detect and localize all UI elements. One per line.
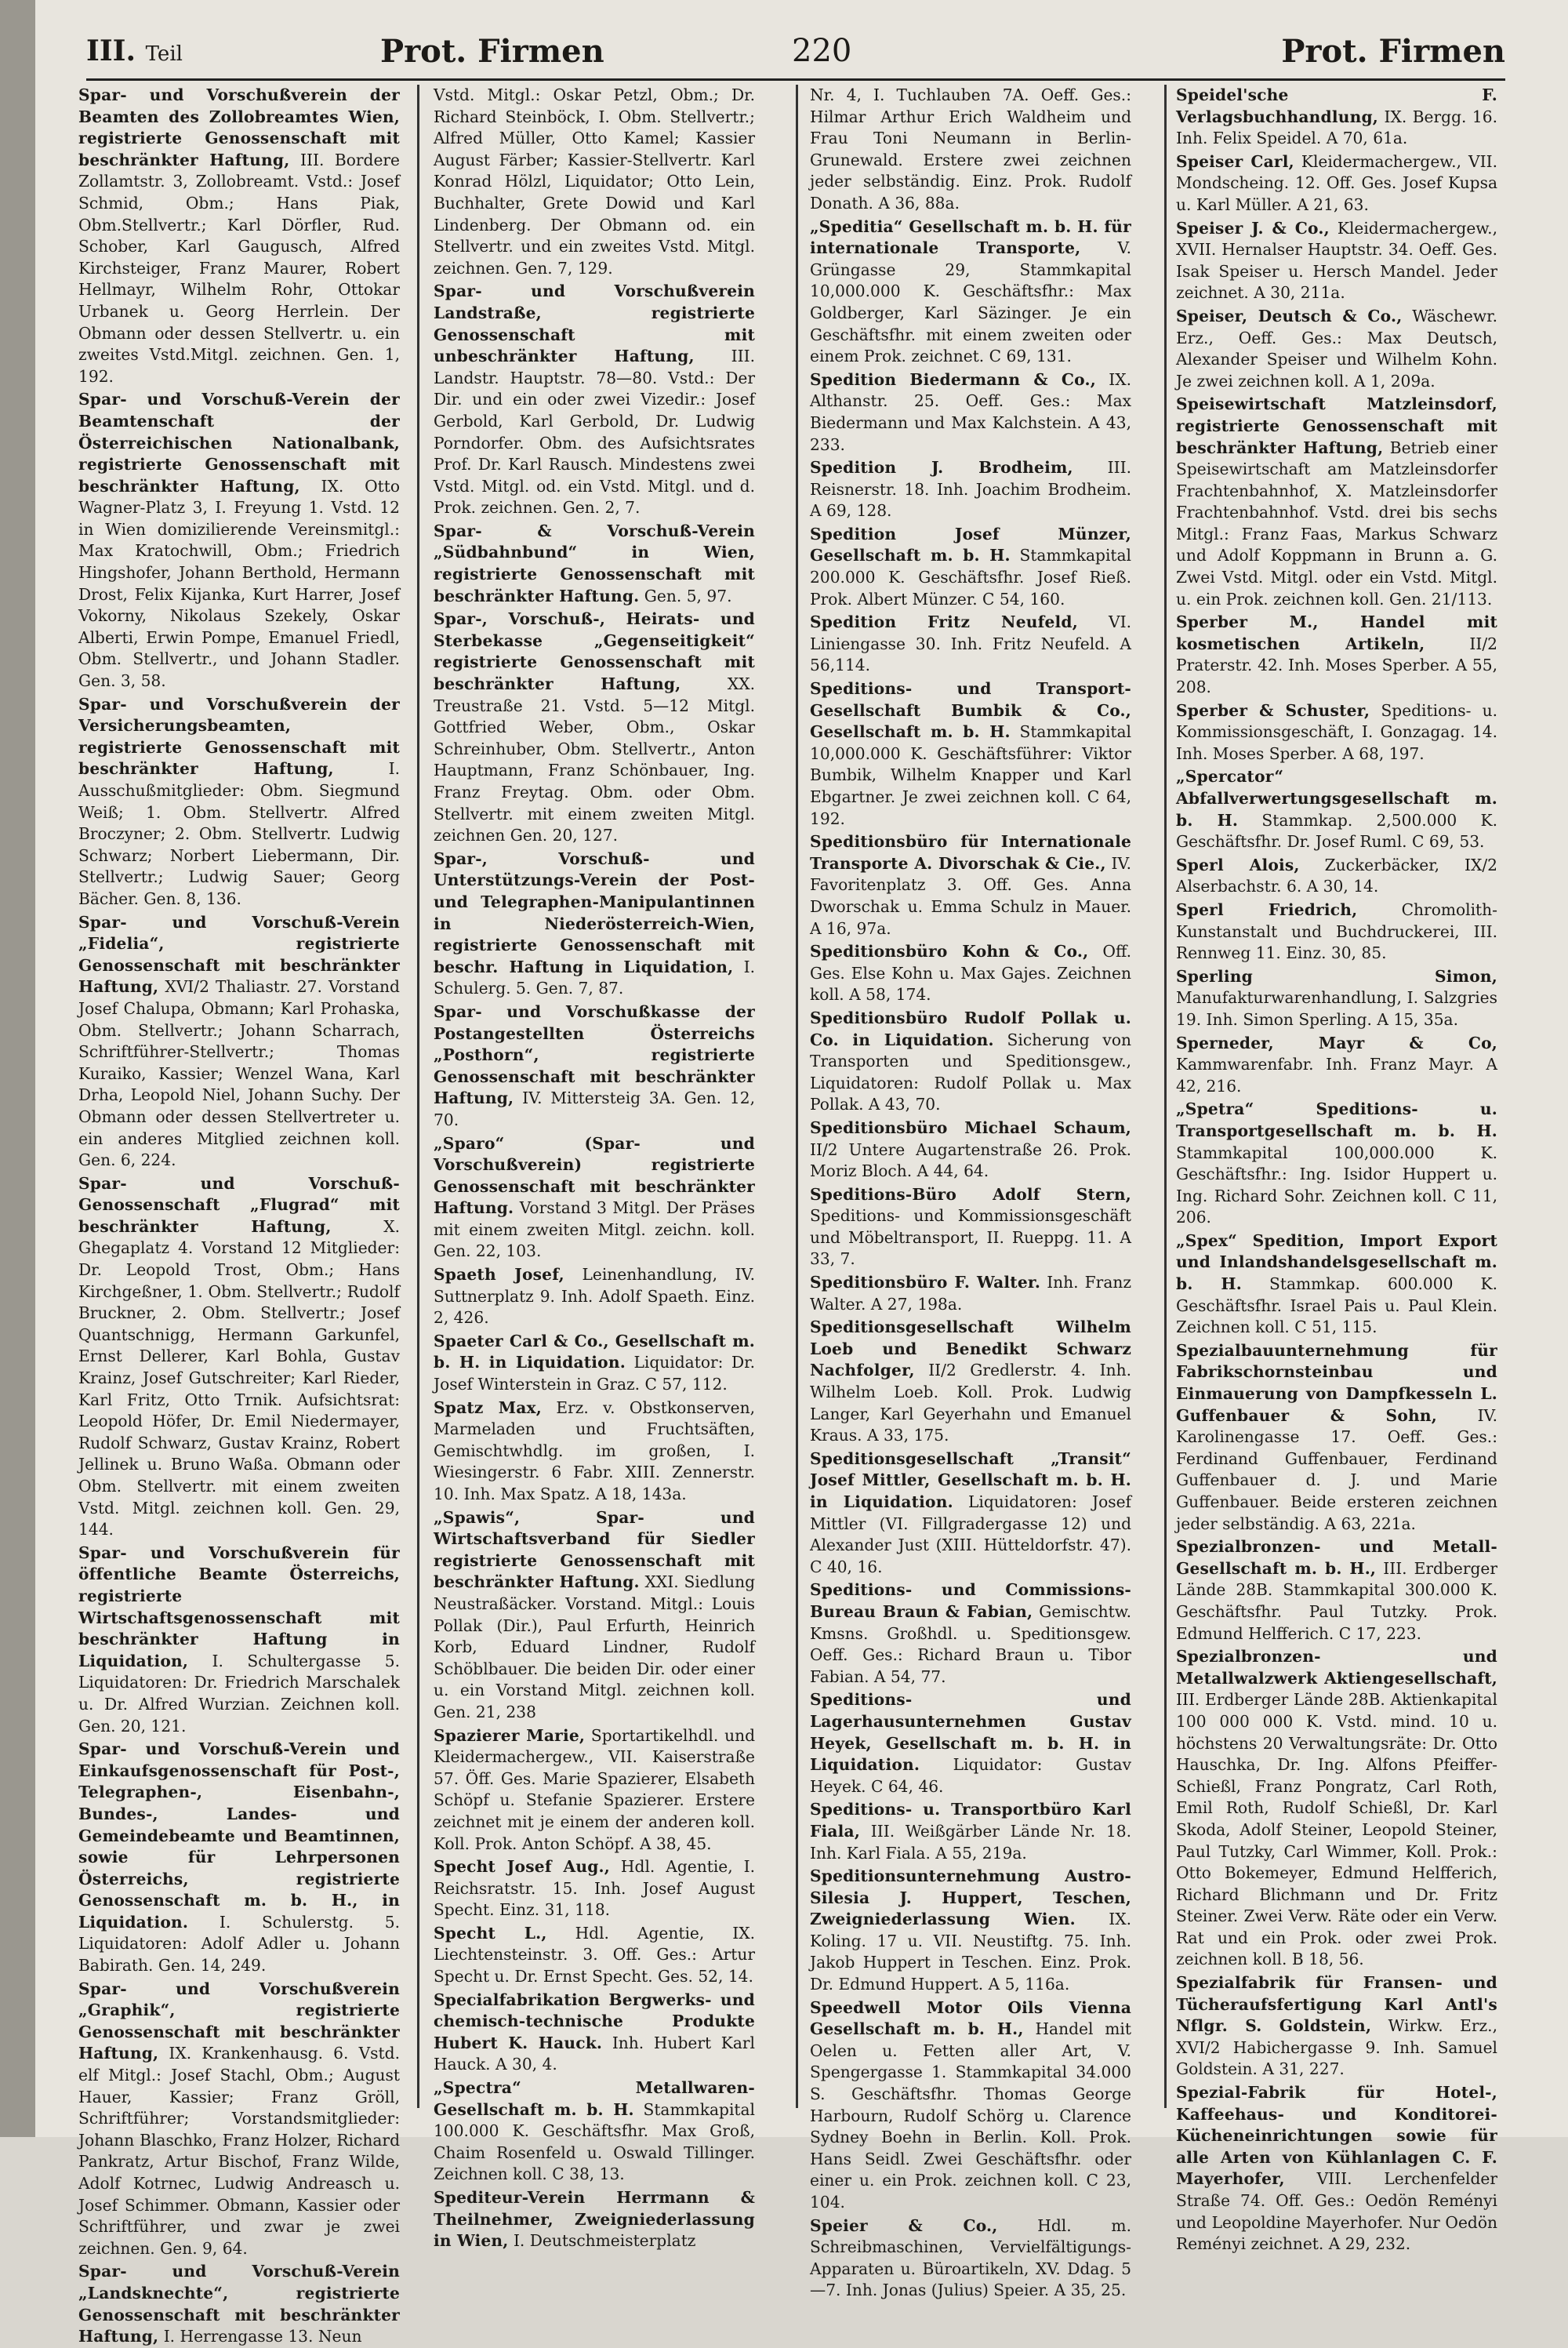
firm-name: Spedition Biedermann & Co.,: [810, 369, 1096, 389]
directory-entry: [810, 1579, 1131, 1688]
directory-entry: [810, 1317, 1131, 1447]
firm-name: Sperber & Schuster,: [1176, 700, 1370, 720]
firm-name: Spedition J. Brodheim,: [810, 458, 1073, 478]
directory-entry: [434, 1990, 755, 2076]
firm-name: Speditions- u. Transportbüro Karl Fiala,: [810, 1800, 1131, 1841]
firm-name: Spar-, Vorschuß-, Heirats- und Sterbekasse „Gegenseitigkeit“ registrierte Genossenschaft mit beschränkter Haftung,: [434, 609, 755, 694]
firm-name: Speier & Co.,: [810, 2215, 998, 2235]
firm-name: Speiser Carl,: [1176, 151, 1294, 171]
firm-name: Specht L.,: [434, 1923, 547, 1943]
firm-name: Spazierer Marie,: [434, 1725, 586, 1745]
firm-details: Speditions- u. Kommissionsgeschäft, I. Gonzagag. 14. Inh. Moses Sperber. A 68, 197.: [1176, 700, 1497, 763]
directory-entry: [1176, 700, 1497, 765]
firm-details: Erz. v. Obstkonserven, Marmeladen und Fruchtsäften, Gemischtwhdlg. im großen, I. Wiesingerstr. 6 Fabr. XIII. Zennerstr. 10. Inh. Max Spatz. A 18, 143a.: [434, 1398, 755, 1503]
firm-name: Sperling Simon,: [1176, 966, 1497, 986]
directory-entry: [810, 524, 1131, 610]
column-1: [78, 85, 401, 2346]
firm-details: Wirkw. Erz., XVI/2 Habichergasse 9. Inh. Samuel Goldstein. A 31, 227.: [1176, 2016, 1497, 2079]
firm-details: IV. Karolinengasse 17. Oeff. Ges.: Ferdinand Guffenbauer, Ferdinand Guffenbauer d. J. und Marie Guffenbauer. Beide ersteren zeichnen jeder selbständig. A 63, 221a.: [1176, 1405, 1498, 1533]
firm-details: Vorstand 3 Mitgl. Der Präses mit einem zweiten Mitgl. zeichn. koll. Gen. 22, 103.: [434, 1198, 755, 1261]
firm-name: Sperneder, Mayr & Co,: [1176, 1033, 1497, 1052]
firm-name: Speditionsgesellschaft Wilhelm Loeb und Benedikt Schwarz Nachfolger,: [810, 1318, 1131, 1380]
firm-name: Specht Josef Aug.,: [434, 1857, 610, 1877]
firm-name: Speditionsgesellschaft „Transit“ Josef Mittler, Gesellschaft m. b. H. in Liquidation.: [810, 1448, 1131, 1511]
firm-name: Spezialbronzen- und Metall-Gesellschaft m. b. H.,: [1176, 1537, 1497, 1578]
directory-entry: [434, 1331, 755, 1396]
firm-name: Speditions- und Transport-Gesellschaft Bumbik & Co., Gesellschaft m. b. H.: [810, 679, 1131, 742]
firm-details: III. Reisnerstr. 18. Inh. Joachim Brodheim. A 69, 128.: [810, 458, 1131, 521]
firm-details: Gemischtw. Kmsns. Großhdl. u. Speditionsgew. Oeff. Ges.: Richard Braun u. Tibor Fabian. A 54, 77.: [810, 1601, 1132, 1686]
firm-name: „Spex“ Spedition, Import Export und Inlandshandelsgesellschaft m. b. H.: [1176, 1230, 1497, 1294]
directory-entry: [1176, 900, 1497, 965]
directory-entry: [810, 1008, 1131, 1116]
column-2: [434, 85, 756, 2251]
directory-entry: [78, 389, 400, 692]
firm-name: Spar- und Vorschußverein der Beamten des Zollobreamtes Wien, registrierte Genossenschaft mit beschränkter Haftung,: [78, 85, 400, 169]
directory-entry: [810, 1997, 1131, 2214]
column-divider: [417, 85, 419, 2108]
firm-details: Kleidermachergew., XVII. Hernalser Hauptstr. 34. Oeff. Ges. Isak Speiser u. Hersch Mandel. Jeder zeichnet. A 30, 211a.: [1176, 218, 1497, 303]
firm-name: Speedwell Motor Oils Vienna Gesellschaft m. b. H.,: [810, 1997, 1131, 2039]
directory-entry: [78, 912, 400, 1172]
firm-name: Spar- und Vorschuß-Genossenschaft „Flugrad“ mit beschränkter Haftung,: [78, 1173, 400, 1236]
directory-entry: [810, 1118, 1131, 1183]
directory-entry: [1176, 1099, 1497, 1229]
firm-name: „Spercator“ Abfallverwertungsgesellschaft m. b. H.: [1176, 767, 1497, 830]
firm-details: Stammkapital 100,000.000 K. Geschäftsfhr.: Ing. Isidor Huppert u. Ing. Richard Sohr. Zeichnen koll. C 11, 206.: [1176, 1143, 1497, 1227]
firm-details: I. Ausschußmitglieder: Obm. Siegmund Weiß; 1. Obm. Stellvertr. Alfred Broczyner; 2. Obm. Stellvertr. Ludwig Schwarz; Norbert Liebermann, Dir. Stellvertr.; Ludwig Sauer; Georg Bächer. Gen. 8, 136.: [78, 759, 401, 908]
firm-name: Speditionsunternehmung Austro-Silesia J. Huppert, Teschen, Zweigniederlassung Wien.: [810, 1866, 1131, 1929]
firm-details: Handel mit Oelen u. Fetten aller Art, V. Spengergasse 1. Stammkapital 34.000 S. Geschäftsfhr. Thomas George Harbourn, Rudolf Schörg u. Clarence Sydney Boehn in Berlin. Koll. Prok. Hans Seidl. Zwei Geschäftsfhr. oder einer u. ein Prok. zeichnen koll. C 23, 104.: [810, 2019, 1131, 2212]
firm-name: „Sparo“ (Spar- und Vorschußverein) registrierte Genossenschaft mit beschränkter Haftung.: [434, 1133, 755, 1218]
page-edge-shadow: [0, 0, 35, 2137]
page-number: 220: [792, 33, 852, 69]
firm-details: Gen. 5, 97.: [644, 586, 732, 605]
directory-entry: [810, 831, 1131, 940]
column-3: [810, 85, 1132, 2300]
firm-name: „Spectra“ Metallwaren-Gesellschaft m. b. H.: [434, 2078, 755, 2119]
directory-entry: [1176, 306, 1497, 392]
firm-details: Hdl. Agentie, I. Reichsratstr. 15. Inh. Josef August Specht. Einz. 31, 118.: [434, 1857, 755, 1920]
firm-details: III. Weißgärber Lände Nr. 18. Inh. Karl Fiala. A 55, 219a.: [810, 1821, 1132, 1863]
firm-name: Spedition Fritz Neufeld,: [810, 612, 1078, 632]
firm-details: Stammkapital 100.000 K. Geschäftsfhr. Max Groß, Chaim Rosenfeld u. Oswald Tillinger. Zeichnen koll. C 38, 13.: [434, 2099, 755, 2184]
directory-entry: [78, 1173, 400, 1541]
column-4: [1176, 85, 1498, 2254]
directory-entry: [78, 2261, 400, 2347]
firm-name: Speiser J. & Co.,: [1176, 218, 1330, 238]
directory-entry: [434, 609, 755, 847]
directory-entry: [434, 1725, 755, 1856]
directory-entry: [434, 2077, 755, 2186]
firm-details: Liquidator: Gustav Heyek. C 64, 46.: [810, 1755, 1131, 1796]
directory-entry: [810, 1272, 1131, 1315]
firm-details: Stammkap. 600.000 K. Geschäftsfhr. Israel Pais u. Paul Klein. Zeichnen koll. C 51, 115.: [1176, 1274, 1498, 1337]
firm-details: Inh. Franz Walter. A 27, 198a.: [810, 1273, 1131, 1314]
directory-entry: [810, 941, 1131, 1006]
directory-entry: [1176, 1646, 1497, 1971]
firm-name: Speditions- und Commissions-Bureau Braun & Fabian,: [810, 1580, 1131, 1621]
firm-details: Leinenhandlung, IV. Suttnerplatz 9. Inh. Adolf Spaeth. Einz. 2, 426.: [434, 1265, 755, 1328]
directory-entry: [434, 281, 755, 519]
directory-entry: [810, 216, 1131, 368]
firm-details: Stammkapital 10,000.000 K. Geschäftsführer: Viktor Bumbik, Wilhelm Knapper und Karl Ebgartner. Je zwei zeichnen koll. C 64, 192.: [810, 722, 1131, 828]
firm-name: Spar- und Vorschußverein für öffentliche Beamte Österreichs, registrierte Wirtschaftsgenossenschaft mit beschränkter Haftung in Liquidation,: [78, 1543, 400, 1670]
directory-entry: [78, 1543, 400, 1737]
directory-entry: [1176, 1033, 1497, 1098]
firm-details: Sicherung von Transporten und Speditionsgew., Liquidatoren: Rudolf Pollak u. Max Pollak. A 43, 70.: [810, 1030, 1131, 1114]
firm-details: I. Herrengasse 13. Neun: [163, 2327, 362, 2346]
firm-name: Spar- und Vorschuß-Verein „Landsknechte“, registrierte Genossenschaft mit beschränkter Haftung,: [78, 2262, 400, 2346]
firm-details: III. Landstr. Hauptstr. 78—80. Vstd.: Der Dir. und ein oder zwei Vizedir.: Josef Gerbold, Karl Gerbold, Dr. Ludwig Porndorfer. Obm. des Aufsichtsrates Prof. Dr. Karl Rausch. Mindestens zwei Vstd. Mitgl. od. ein Vstd. Mitgl. und d. Prok. zeichnen. Gen. 2, 7.: [434, 347, 756, 518]
firm-details: Kleidermachergew., VII. Mondscheing. 12. Off. Ges. Josef Kupsa u. Karl Müller. A 21, 63.: [1176, 151, 1497, 214]
firm-name: Spar- und Vorschußkasse der Postangestellten Österreichs „Posthorn“, registrierte Genossenschaft mit beschränkter Haftung,: [434, 1001, 755, 1108]
header-rule: [86, 78, 1505, 81]
firm-details: IX. Koling. 17 u. VII. Neustiftg. 75. Inh. Jakob Huppert in Teschen. Einz. Prok. Dr. Edmund Huppert. A 5, 116a.: [810, 1910, 1131, 1994]
firm-details: I. Deutschmeisterplatz: [513, 2231, 696, 2251]
firm-details: Kammwarenfabr. Inh. Franz Mayr. A 42, 216.: [1176, 1055, 1497, 1096]
firm-name: Specialfabrikation Bergwerks- und chemisch-technische Produkte Hubert K. Hauck.: [434, 1990, 755, 2052]
firm-details: X. Ghegaplatz 4. Vorstand 12 Mitglieder: Dr. Leopold Trost, Obm.; Hans Kirchgeßner, 1. Obm. Stellvertr.; Rudolf Bruckner, 2. Obm. Stellvertr.; Josef Quantschnigg, Hermann Garkunfel, Ernst Dellerer, Karl Bohla, Gustav Krainz, Josef Gutschreiter; Karl Rieder, Karl Fritz, Otto Trnik. Aufsichtsrat: Leopold Höfer, Dr. Emil Niedermayer, Rudolf Schwarz, Gustav Krainz, Robert Jellinek u. Bruno Waßa. Obmann oder Obm. Stellvertr. mit einem zweiten Vstd. Mitgl. zeichnen koll. Gen. 29, 144.: [78, 1216, 400, 1539]
firm-name: Spedition Josef Münzer, Gesellschaft m. b. H.: [810, 524, 1131, 565]
firm-name: Speditionsbüro Michael Schaum,: [810, 1118, 1131, 1137]
firm-details: Speditions- und Kommissionsgeschäft und Möbeltransport, II. Rueppg. 11. A 33, 7.: [810, 1206, 1131, 1269]
firm-name: Sperl Alois,: [1176, 855, 1300, 874]
firm-details: Inh. Hubert Karl Hauck. A 30, 4.: [434, 2033, 755, 2074]
firm-details: IV. Favoritenplatz 3. Off. Ges. Anna Dworschak u. Emma Schulz in Mauer. A 16, 97a.: [810, 853, 1131, 938]
directory-entry: [810, 612, 1131, 677]
directory-entry: [810, 85, 1131, 215]
directory-entry: [1176, 1230, 1497, 1339]
firm-details: III. Bordere Zollamtstr. 3, Zollobreamt. Vstd.: Josef Schmid, Obm.; Hans Piak, Obm.Stellvertr.; Karl Dörfler, Rud. Schober, Karl Gaugusch, Alfred Kirchsteiger, Franz Maurer, Robert Hellmayr, Wilhelm Rohr, Ottokar Urbanek u. Georg Herrlein. Der Obmann oder dessen Stellvertr. u. ein zweites Vstd.Mitgl. zeichnen. Gen. 1, 192.: [78, 150, 400, 386]
firm-name: „Speditia“ Gesellschaft m. b. H. für internationale Transporte,: [810, 216, 1131, 258]
firm-details: XX. Treustraße 21. Vstd. 5—12 Mitgl. Gottfried Weber, Obm., Oskar Schreinhuber, Obm. Stellvertr., Anton Hauptmann, Franz Schönbauer, Ing. Franz Freytag. Obm. oder Obm. Stellvertr. mit einem zweiten Mitgl. zeichnen Gen. 20, 127.: [434, 674, 755, 845]
column-divider: [1164, 85, 1167, 2108]
directory-entry: [434, 1264, 755, 1329]
firm-name: Sperber M., Handel mit kosmetischen Artikeln,: [1176, 612, 1497, 653]
firm-name: Spaeth Josef,: [434, 1265, 564, 1285]
firm-details: XXI. Siedlung Neustraßäcker. Vorstand. Mitgl.: Louis Pollak (Dir.), Paul Erfurth, Heinrich Korb, Eduard Lindner, Rudolf Schöblbauer. Die beiden Dir. oder einer u. ein Vorstand Mitgl. zeichnen koll. Gen. 21, 238: [434, 1572, 756, 1721]
firm-details: I. Schulerg. 5. Gen. 7, 87.: [434, 957, 755, 998]
firm-details: Hdl. Agentie, IX. Liechtensteinstr. 3. Off. Ges.: Artur Specht u. Dr. Ernst Specht. Ges. 52, 14.: [434, 1923, 755, 1986]
directory-entry: [810, 1184, 1131, 1270]
firm-details: V. Grüngasse 29, Stammkapital 10,000.000 K. Geschäftsfhr.: Max Goldberger, Karl Säzinger. Je ein Geschäftsfhr. mit einem zweiten oder einem Prok. zeichnet. C 69, 131.: [810, 238, 1132, 366]
firm-name: Speditionsbüro F. Walter.: [810, 1273, 1041, 1292]
directory-entry: [434, 1507, 755, 1724]
directory-entry: [434, 1923, 755, 1988]
directory-entry: [1176, 2082, 1497, 2255]
firm-name: Speditionsbüro für Internationale Transporte A. Divorschak & Cie.,: [810, 832, 1131, 873]
part-word: Teil: [145, 42, 183, 66]
firm-details: Off. Ges. Else Kohn u. Max Gajes. Zeichnen koll. A 58, 174.: [810, 942, 1131, 1005]
directory-entry: [810, 1866, 1131, 1996]
firm-name: Spar- und Vorschußverein Landstraße, registrierte Genossenschaft mit unbeschränkter Haftung,: [434, 282, 755, 366]
directory-entry: [434, 1133, 755, 1263]
firm-name: Spar- und Vorschuß-Verein und Einkaufsgenossenschaft für Post-, Telegraphen-, Eisenbahn-, Bundes-, Landes- und Gemeindebeamte und Beamtinnen, sowie für Lehrpersonen Österreichs, registrierte Genossenschaft m. b. H., in Liquidation.: [78, 1739, 400, 1932]
firm-name: Spatz Max,: [434, 1398, 543, 1417]
firm-details: II/2 Gredlerstr. 4. Inh. Wilhelm Loeb. Koll. Prok. Ludwig Langer, Karl Geyerhahn und Emanuel Kraus. A 33, 175.: [810, 1361, 1131, 1445]
part-number: III.: [86, 35, 136, 67]
firm-name: Spezialfabrik für Fransen- und Tücheraufsfertigung Karl Antl's Nflgr. S. Goldstein,: [1176, 1973, 1497, 2036]
firm-details: IX. Krankenhausg. 6. Vstd. elf Mitgl.: Josef Stachl, Obm.; August Hauer, Kassier; Franz Gröll, Schriftführer; Vorstandsmitglieder: Johann Blaschko, Franz Holzer, Richard Pankratz, Artur Bischof, Franz Wilde, Adolf Kotrnec, Ludwig Andreasch u. Josef Schimmer. Obmann, Kassier oder Schriftführer, und zwar je zwei zeichnen. Gen. 9, 64.: [78, 2044, 400, 2258]
part-label: [86, 35, 183, 67]
firm-details: Chromolith-Kunstanstalt und Buchdruckerei, III. Rennweg 11. Einz. 30, 85.: [1176, 900, 1497, 963]
firm-details: Stammkapital 200.000 K. Geschäftsfhr. Josef Rieß. Prok. Albert Münzer. C 54, 160.: [810, 546, 1131, 609]
firm-details: Nr. 4, I. Tuchlauben 7A. Oeff. Ges.: Hilmar Arthur Erich Waldheim und Frau Toni Neumann in Berlin-Grunewald. Erstere zwei zeichnen jeder selbständig. Einz. Prok. Rudolf Donath. A 36, 88a.: [810, 85, 1131, 213]
directory-entry: [1176, 85, 1497, 150]
running-title-right: Prot. Firmen: [1281, 33, 1505, 70]
firm-name: Spar- und Vorschuß-Verein „Fidelia“, registrierte Genossenschaft mit beschränkter Haftung,: [78, 912, 400, 997]
directory-entry: [434, 1856, 755, 1921]
firm-name: Spezialbauunternehmung für Fabrikschornsteinbau und Einmauerung von Dampfkesseln L. Guffenbauer & Sohn,: [1176, 1340, 1497, 1425]
directory-entry: [1176, 612, 1497, 698]
column-divider: [796, 85, 798, 2108]
firm-name: Speditions- und Lagerhausunternehmen Gustav Heyek, Gesellschaft m. b. H. in Liquidation.: [810, 1690, 1131, 1775]
firm-details: Vstd. Mitgl.: Oskar Petzl, Obm.; Dr. Richard Steinböck, I. Obm. Stellvertr.; Alfred Müller, Otto Kamel; Kassier August Färber; Kassier-Stellvertr. Karl Konrad Hölzl, Liquidator; Otto Lein, Buchhalter, Grete Dowid und Karl Lindenberg. Der Obmann od. ein Stellvertr. und ein zweites Vstd. Mitgl. zeichnen. Gen. 7, 129.: [434, 85, 755, 278]
directory-entry: [78, 694, 400, 910]
directory-entry: [1176, 966, 1497, 1031]
firm-name: Spediteur-Verein Herrmann & Theilnehmer, Zweigniederlassung in Wien,: [434, 2188, 755, 2251]
firm-details: IX. Otto Wagner-Platz 3, I. Freyung 1. Vstd. 12 in Wien domizilierende Vereinsmitgl.: Max Kratochwill, Obm.; Friedrich Hingshofer, Johann Berthold, Hermann Drost, Felix Kijanka, Kurt Harrer, Josef Vokorny, Nikolaus Szekely, Oskar Alberti, Erwin Pompe, Emanuel Friedl, Obm. Stellvertr., und Johann Stadler. Gen. 3, 58.: [78, 476, 401, 691]
directory-entry: [434, 1398, 755, 1506]
firm-details: IV. Mittersteig 3A. Gen. 12, 70.: [434, 1089, 755, 1129]
page-header: [86, 30, 1505, 77]
running-title-left: Prot. Firmen: [380, 33, 604, 70]
directory-entry: [434, 2187, 755, 2252]
firm-details: XVI/2 Thaliastr. 27. Vorstand Josef Chalupa, Obmann; Karl Prohaska, Obm. Stellvertr.; Johann Scharrach, Schriftführer-Stellvertr.; Thomas Kuraiko, Kassier; Wenzel Wana, Karl Drha, Leopold Niel, Johann Suchy. Der Obmann oder dessen Stellvertreter u. ein anderes Mitglied zeichnen koll. Gen. 6, 224.: [78, 977, 400, 1170]
directory-entry: [810, 1448, 1131, 1579]
firm-details: Liquidatoren: Josef Mittler (VI. Fillgradergasse 12) und Alexander Just (XIII. Hütteldorfstr. 47). C 40, 16.: [810, 1492, 1131, 1576]
directory-entry: [434, 521, 755, 607]
directory-entry: [434, 849, 755, 1000]
firm-details: VIII. Lerchenfelder Straße 74. Off. Ges.: Oedön Reményi und Leopoldine Mayerhofer. Nur Oedön Reményi zeichnet. A 29, 232.: [1176, 2169, 1497, 2254]
directory-entry: [1176, 1536, 1497, 1645]
firm-name: Speditionsbüro Rudolf Pollak u. Co. in Liquidation.: [810, 1008, 1131, 1049]
firm-name: Spar- und Vorschuß-Verein der Beamtenschaft der Österreichischen Nationalbank, registrierte Genossenschaft mit beschränkter Haftung,: [78, 390, 400, 496]
directory-entry: [1176, 151, 1497, 216]
directory-entry: [434, 85, 755, 279]
firm-name: Spar- und Vorschußverein der Versicherungsbeamten, registrierte Genossenschaft mit beschränkter Haftung,: [78, 694, 400, 779]
firm-details: Stammkap. 2,500.000 K. Geschäftsfhr. Dr. Josef Ruml. C 69, 53.: [1176, 810, 1498, 852]
firm-details: II/2 Praterstr. 42. Inh. Moses Sperber. A 55, 208.: [1176, 634, 1497, 697]
directory-entry: [1176, 218, 1497, 304]
firm-name: Spar-, Vorschuß- und Unterstützungs-Verein der Post- und Telegraphen-Manipulantinnen in Niederösterreich-Wien, registrierte Genossenschaft mit beschr. Haftung in Liquidation,: [434, 849, 755, 976]
directory-entry: [1176, 855, 1497, 898]
firm-details: I. Schultergasse 5. Liquidatoren: Dr. Friedrich Marschalek u. Dr. Alfred Wurzian. Zeichnen koll. Gen. 20, 121.: [78, 1651, 401, 1736]
firm-name: „Spetra“ Speditions- u. Transportgesellschaft m. b. H.: [1176, 1099, 1497, 1140]
directory-entry: [78, 1979, 400, 2260]
firm-name: Speiser, Deutsch & Co.,: [1176, 306, 1403, 325]
firm-details: III. Erdberger Lände 28B. Stammkapital 300.000 K. Geschäftsfhr. Paul Tutzky. Prok. Edmund Helfferich. C 17, 223.: [1176, 1558, 1498, 1643]
firm-details: Betrieb einer Speisewirtschaft am Matzleinsdorfer Frachtenbahnhof, X. Matzleinsdorfer Frachtenbahnhof. Vstd. drei bis sechs Mitgl.: Franz Faas, Markus Schwarz und Adolf Koppmann in Brunn a. G. Zwei Vstd. Mitgl. oder ein Vstd. Mitgl. u. ein Prok. zeichnen koll. Gen. 21/113.: [1176, 438, 1497, 609]
firm-name: Spezial-Fabrik für Hotel-, Kaffeehaus- und Konditorei-Kücheneinrichtungen sowie für alle Arten von Kühlanlagen C. F. Mayerhofer,: [1176, 2083, 1497, 2189]
directory-entry: [1176, 1972, 1497, 2081]
directory-entry: [1176, 766, 1497, 852]
firm-name: Speditionsbüro Kohn & Co.,: [810, 942, 1089, 961]
firm-details: Manufakturwarenhandlung, I. Salzgries 19. Inh. Simon Sperling. A 15, 35a.: [1176, 988, 1497, 1029]
firm-details: II/2 Untere Augartenstraße 26. Prok. Moriz Bloch. A 44, 64.: [810, 1139, 1131, 1181]
directory-entry: [810, 457, 1131, 522]
firm-name: Spar- und Vorschußverein „Graphik“, registrierte Genossenschaft mit beschränkter Haftung,: [78, 1979, 400, 2063]
firm-details: Wäschewr. Erz., Oeff. Ges.: Max Deutsch, Alexander Speiser und Wilhelm Kohn. Je zwei zeichnen koll. A 1, 209a.: [1176, 306, 1497, 391]
firm-details: VI. Liniengasse 30. Inh. Fritz Neufeld. A 56,114.: [810, 612, 1132, 675]
firm-details: IX. Bergg. 16. Inh. Felix Speidel. A 70, 61a.: [1176, 107, 1497, 148]
firm-details: III. Erdberger Lände 28B. Aktienkapital 100 000 000 K. Vstd. mind. 10 u. höchstens 20 Verwaltungsräte: Dr. Otto Hauschka, Dr. Ing. Alfons Pfeiffer-Schießl, Franz Pongratz, Carl Roth, Emil Roth, Rudolf Schießl, Dr. Karl Skoda, Adolf Steiner, Leopold Steiner, Paul Tutzky, Carl Wimmer, Koll. Prok.: Otto Bokemeyer, Edmund Helfferich, Richard Blichmann und Dr. Fritz Steiner. Zwei Verw. Räte oder ein Verw. Rat und ein Prok. oder zwei Prok. zeichnen koll. B 18, 56.: [1176, 1690, 1497, 1969]
directory-entry: [1176, 1340, 1497, 1535]
firm-details: I. Schulerstg. 5. Liquidatoren: Adolf Adler u. Johann Babirath. Gen. 14, 249.: [78, 1912, 400, 1975]
directory-entry: [78, 1739, 400, 1977]
firm-details: Zuckerbäcker, IX/2 Alserbachstr. 6. A 30, 14.: [1176, 855, 1497, 896]
directory-entry: [810, 2215, 1131, 2302]
firm-name: Sperl Friedrich,: [1176, 900, 1358, 919]
directory-entry: [1176, 394, 1497, 610]
firm-name: Spaeter Carl & Co., Gesellschaft m. b. H. in Liquidation.: [434, 1331, 755, 1372]
firm-name: Speidel'sche F. Verlagsbuchhandlung,: [1176, 85, 1497, 126]
firm-details: IX. Althanstr. 25. Oeff. Ges.: Max Biedermann und Max Kalchstein. A 43, 233.: [810, 369, 1131, 454]
firm-details: Sportartikelhdl. und Kleidermachergew., VII. Kaiserstraße 57. Öff. Ges. Marie Spazierer, Elsabeth Schöpf u. Stefanie Spazierer. Erstere zeichnet mit je einem der anderen koll. Koll. Prok. Anton Schöpf. A 38, 45.: [434, 1725, 755, 1853]
firm-name: Speisewirtschaft Matzleinsdorf, registrierte Genossenschaft mit beschränkter Haftung,: [1176, 394, 1497, 457]
firm-name: Speditions-Büro Adolf Stern,: [810, 1184, 1131, 1204]
directory-entry: [810, 1799, 1131, 1864]
firm-name: Spezialbronzen- und Metallwalzwerk Aktiengesellschaft,: [1176, 1647, 1497, 1688]
directory-entry: [434, 1001, 755, 1132]
directory-entry: [810, 678, 1131, 830]
directory-entry: [78, 85, 400, 387]
firm-details: Liquidator: Dr. Josef Winterstein in Graz. C 57, 112.: [434, 1353, 755, 1394]
directory-entry: [810, 369, 1131, 456]
directory-entry: [810, 1689, 1131, 1797]
firm-name: „Spawis“, Spar- und Wirtschaftsverband für Siedler registrierte Genossenschaft mit beschränkter Haftung.: [434, 1507, 755, 1592]
firm-details: Hdl. m. Schreibmaschinen, Vervielfältigungs-Apparaten u. Büroartikeln, XV. Ddag. 5—7. Inh. Jonas (Julius) Speier. A 35, 25.: [810, 2215, 1131, 2300]
firm-name: Spar- & Vorschuß-Verein „Südbahnbund“ in Wien, registrierte Genossenschaft mit beschränkter Haftung.: [434, 521, 755, 605]
